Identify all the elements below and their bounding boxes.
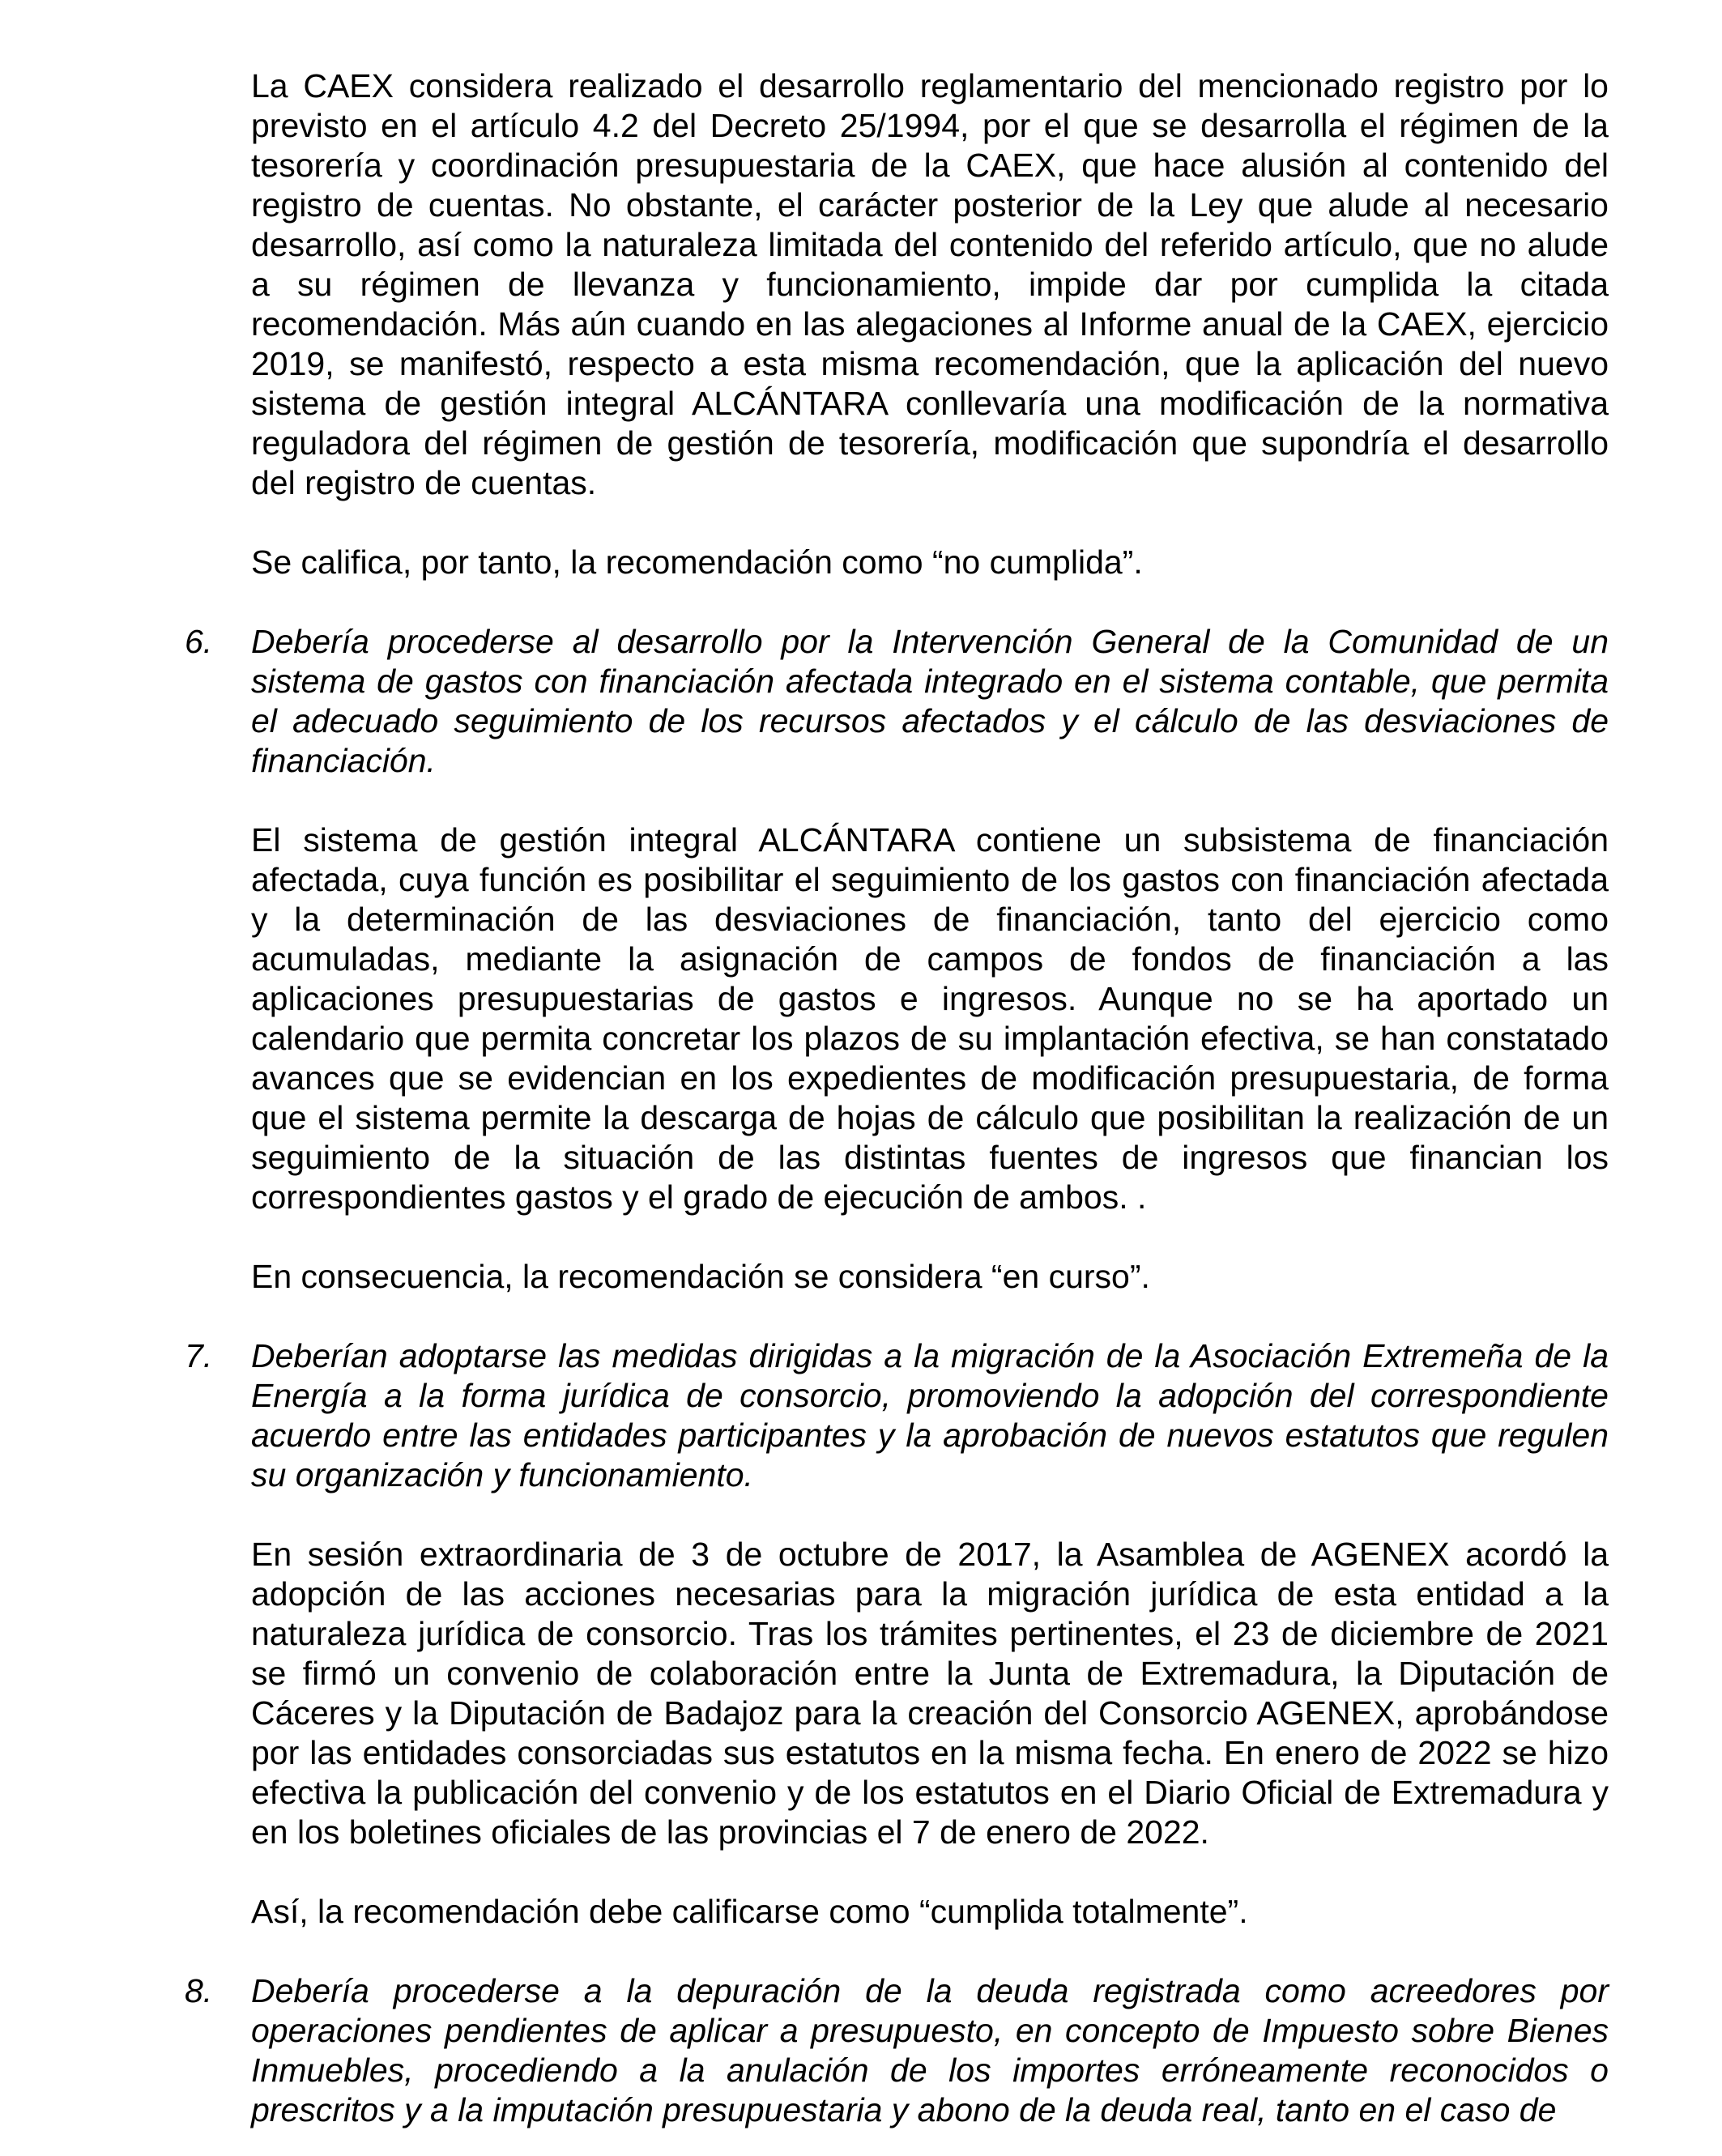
recommendation-6 — [185, 622, 1609, 781]
paragraph-agenex-consorcio: En sesión extraordinaria de 3 de octubre de 2017, la Asamblea de AGENEX acordó la adopción de las acciones necesarias para la migración jurídica de esta entidad a la naturaleza jurídica de consorcio. Tras los trámites pertinentes, el 23 de diciembre de 2021 se firmó un convenio de colaboración entre la Junta de Extremadura, la Diputación de Cáceres y la Diputación de Badajoz para la creación del Consorcio AGENEX, aprobándose por las entidades consorciadas sus estatutos en la misma fecha. En enero de 2022 se hizo efectiva la publicación del convenio y de los estatutos en el Diario Oficial de Extremadura y en los boletines oficiales de las provincias el 7 de enero de 2022. — [251, 1536, 1609, 1851]
document-body — [185, 66, 1609, 2130]
recommendation-number: 6. — [185, 623, 213, 660]
recommendation-text: Debería procederse al desarrollo por la Intervención General de la Comunidad de un sistema de gastos con financiación afectada integrado en el sistema contable, que permita el adecuado seguimiento de los recursos afectados y el cálculo de las desviaciones de financiación. — [251, 623, 1609, 779]
paragraph-calificacion-no-cumplida: Se califica, por tanto, la recomendación como “no cumplida”. — [251, 543, 1143, 581]
recommendation-number: 7. — [185, 1337, 213, 1374]
recommendation-8 — [185, 1971, 1609, 2130]
paragraph-alcantara-financiacion: El sistema de gestión integral ALCÁNTARA contiene un subsistema de financiación afectada, cuya función es posibilitar el seguimiento de los gastos con financiación afectada y la determinación de las desviaciones de financiación, tanto del ejercicio como acumuladas, mediante la asignación de campos de fondos de financiación a las aplicaciones presupuestarias de gastos e ingresos. Aunque no se ha aportado un calendario que permita concretar los plazos de su implantación efectiva, se han constatado avances que se evidencian en los expedientes de modificación presupuestaria, de forma que el sistema permite la descarga de hojas de cálculo que posibilitan la realización de un seguimiento de la situación de las distintas fuentes de ingresos que financian los correspondientes gastos y el grado de ejecución de ambos. . — [251, 821, 1609, 1216]
paragraph-calificacion-en-curso: En consecuencia, la recomendación se considera “en curso”. — [251, 1258, 1150, 1295]
recommendation-text: Deberían adoptarse las medidas dirigidas a la migración de la Asociación Extremeña de la Energía a la forma jurídica de consorcio, promoviendo la adopción del correspondiente acuerdo entre las entidades participantes y la aprobación de nuevos estatutos que regulen su organización y funcionamiento. — [251, 1337, 1609, 1493]
paragraph-calificacion-cumplida: Así, la recomendación debe calificarse como “cumplida totalmente”. — [251, 1893, 1248, 1930]
recommendation-number: 8. — [185, 1972, 213, 2009]
recommendation-7 — [185, 1336, 1609, 1495]
paragraph-registro-cuentas: La CAEX considera realizado el desarrollo reglamentario del mencionado registro por lo previsto en el artículo 4.2 del Decreto 25/1994, por el que se desarrolla el régimen de la tesorería y coordinación presupuestaria de la CAEX, que hace alusión al contenido del registro de cuentas. No obstante, el carácter posterior de la Ley que alude al necesario desarrollo, así como la naturaleza limitada del contenido del referido artículo, que no alude a su régimen de llevanza y funcionamiento, impide dar por cumplida la citada recomendación. Más aún cuando en las alegaciones al Informe anual de la CAEX, ejercicio 2019, se manifestó, respecto a esta misma recomendación, que la aplicación del nuevo sistema de gestión integral ALCÁNTARA conllevaría una modificación de la normativa reguladora del régimen de gestión de tesorería, modificación que supondría el desarrollo del registro de cuentas. — [251, 67, 1609, 501]
recommendation-text: Debería procederse a la depuración de la deuda registrada como acreedores por operaciones pendientes de aplicar a presupuesto, en concepto de Impuesto sobre Bienes Inmuebles, procediendo a la anulación de los importes erróneamente reconocidos o prescritos y a la imputación presupuestaria y abono de la deuda real, tanto en el caso de — [251, 1972, 1609, 2128]
